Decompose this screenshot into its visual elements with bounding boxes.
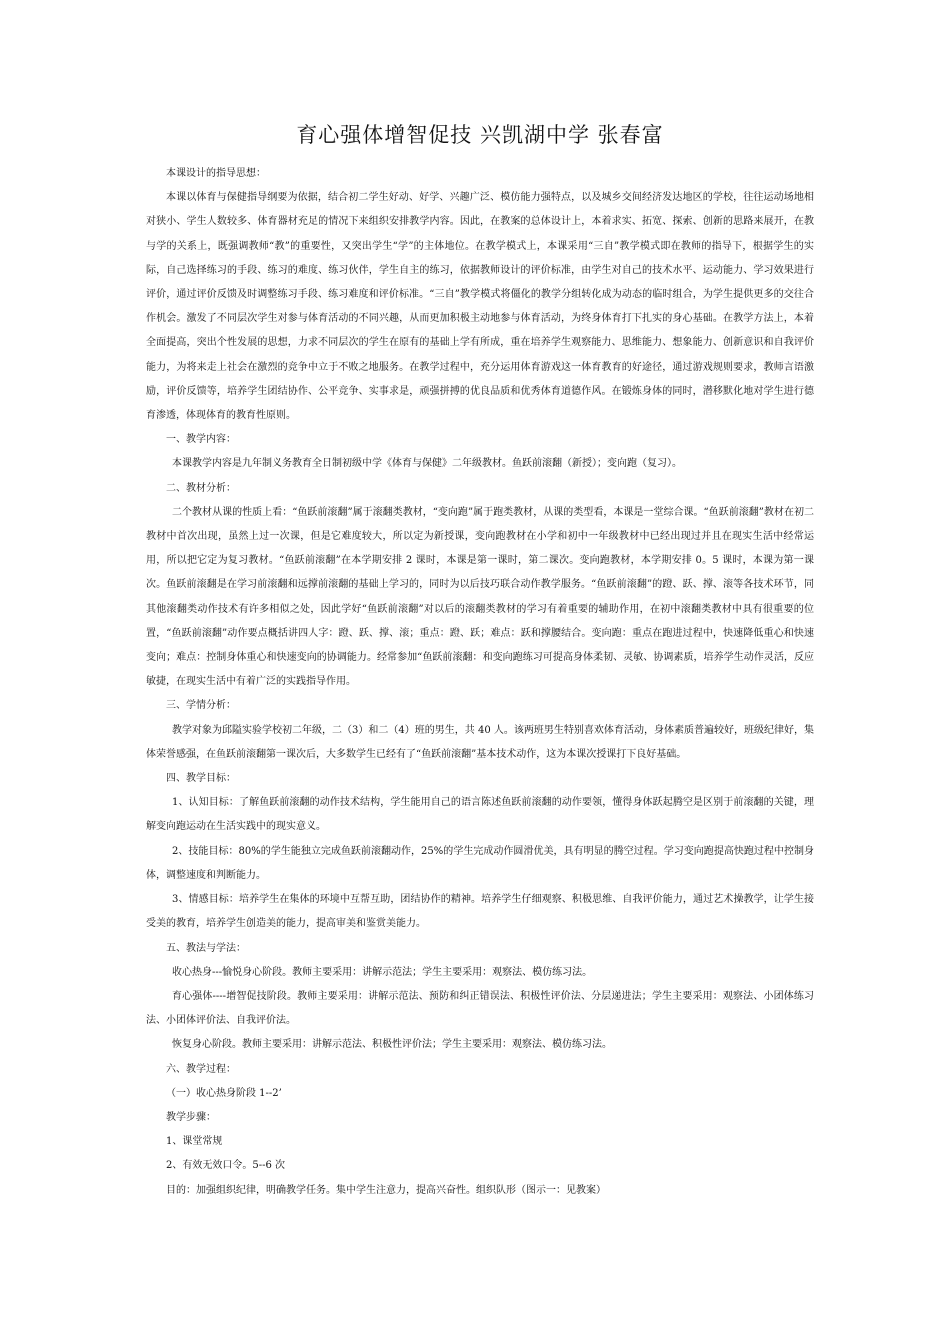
- section-1-paragraph: 本课教学内容是九年制义务教育全日制初级中学《体育与保健》二年级教材。鱼跃前滚翻（新授）；变向跑（复习）。: [172, 458, 682, 470]
- section-3-heading: 三、学情分析：: [166, 700, 236, 712]
- purpose-line: 目的：加强组织纪律，明确教学任务。集中学生注意力，提高兴奋性。组织队形（图示一：见教案）: [166, 1184, 606, 1196]
- steps-heading: 教学步骤：: [166, 1111, 216, 1123]
- method-warmup: 收心热身---愉悦身心阶段。教师主要采用：讲解示范法；学生主要采用：观察法、模仿练习法。: [172, 966, 593, 978]
- section-4-heading: 四、教学目标：: [166, 773, 236, 785]
- goal-emotion: 3、情感目标：培养学生在集体的环境中互帮互助，团结协作的精神。培养学生仔细观察、积极思维、自我评价能力，通过艺术操教学，让学生接受美的教育，培养学生创造美的能力，提高审美和鉴赏美能力。: [146, 894, 814, 930]
- section-3-paragraph: 教学对象为邱隘实验学校初二年级，二（3）和二（4）班的男生，共 40 人。该两班男生特别喜欢体育活动，身体素质普遍较好，班级纪律好，集体荣誉感强，在鱼跃前滚翻第一课次后，大多数学生已经有了“鱼跃前滚翻”基本技术动作，这为本课次授课打下良好基础。: [146, 724, 814, 760]
- step-2: 2、有效无效口令。5--6 次: [166, 1160, 286, 1172]
- method-main: 育心强体----增智促技阶段。教师主要采用：讲解示范法、预防和纠正错误法、积极性评价法、分层递进法；学生主要采用：观察法、小团体练习法、小团体评价法、自我评价法。: [146, 990, 814, 1027]
- stage-1-heading: （一）收心热身阶段 1--2’: [166, 1087, 282, 1099]
- document-page: [146, 118, 814, 1203]
- section-5-heading: 五、教法与学法：: [166, 942, 246, 954]
- document-title: 育心强体增智促技 兴凯湖中学 张春富: [296, 123, 664, 147]
- goal-cognitive: 1、认知目标：了解鱼跃前滚翻的动作技术结构，学生能用自己的语言陈述鱼跃前滚翻的动作要领，懂得身体跃起腾空是区别于前滚翻的关键，理解变向跑运动在生活实践中的现实意义。: [146, 797, 814, 833]
- method-recovery: 恢复身心阶段。教师主要采用：讲解示范法、积极性评价法；学生主要采用：观察法、模仿练习法。: [172, 1039, 612, 1051]
- section-2-heading: 二、教材分析：: [166, 482, 236, 494]
- goal-skill: 2、技能目标：80%的学生能独立完成鱼跃前滚翻动作，25%的学生完成动作圆滑优美，具有明显的腾空过程。学习变向跑提高快跑过程中控制身体，调整速度和判断能力。: [146, 845, 814, 881]
- guiding-paragraph: 本课以体育与保健指导纲要为依据，结合初二学生好动、好学、兴趣广泛、模仿能力强特点，以及城乡交间经济发达地区的学校，往往运动场地相对狭小、学生人数较多、体育器材充足的情况下来组织安排教学内容。因此，在教案的总体设计上，本着求实、拓宽、探索、创新的思路来展开，在教与学的关系上，既强调教师“教”的重要性，又突出学生“学”的主体地位。在教学模式上，本课采用“三自”教学模式即在教师的指导下，根据学生的实际，自己选择练习的手段、练习的难度、练习伙伴，学生自主的练习，依据教师设计的评价标准，由学生对自己的技术水平、运动能力、学习效果进行评价，通过评价反馈及时调整练习手段、练习难度和评价标准。“三自”教学模式将僵化的教学分组转化成为动态的临时组合，为学生提供更多的交往合作机会。激发了不同层次学生对参与体育活动的不同兴趣，从而更加积极主动地参与体育活动，为终身体育打下扎实的身心基础。在教学方法上，本着全面提高，突出个性发展的思想，力求不同层次的学生在原有的基础上学有所成，重在培养学生观察能力、思维能力、想象能力、创新意识和自我评价能力，为将来走上社会在激烈的竞争中立于不败之地服务。在教学过程中，充分运用体育游戏这一体育教育的好途径，通过游戏规则要求，教师言语激励，评价反馈等，培养学生团结协作、公平竞争、实事求是，顽强拼搏的优良品质和优秀体育道德作风。在锻炼身体的同时，潜移默化地对学生进行德育渗透，体现体育的教育性原则。: [146, 192, 814, 422]
- section-2-paragraph: 二个教材从课的性质上看：“鱼跃前滚翻”属于滚翻类教材，“变向跑”属于跑类教材，从课的类型看，本课是一堂综合课。“鱼跃前滚翻”教材在初二教材中首次出现，虽然上过一次课，但是它难度较大，所以定为新授课，变向跑教材在小学和初中一年级教材中已经出现过并且在现实生活中经常运用，所以把它定为复习教材。“鱼跃前滚翻”在本学期安排 2 课时，本课是第一课时，第二课次。变向跑教材，本学期安排 0。5 课时，本课为第一课次。鱼跃前滚翻是在学习前滚翻和远撑前滚翻的基础上学习的，同时为以后技巧联合动作教学服务。“鱼跃前滚翻”的蹬、跃、撑、滚等各技术环节，同其他滚翻类动作技术有许多相似之处，因此学好“鱼跃前滚翻”对以后的滚翻类教材的学习有着重要的辅助作用，在初中滚翻类教材中具有很重要的位置，“鱼跃前滚翻”动作要点概括讲四人字：蹬、跃、撑、滚；重点：蹬、跃；难点：跃和撑腰结合。变向跑：重点在跑进过程中，快速降低重心和快速变向；难点：控制身体重心和快速变向的协调能力。经常参加“鱼跃前滚翻：和变向跑练习可提高身体柔韧、灵敏、协调素质，培养学生动作灵活，反应敏捷，在现实生活中有着广泛的实践指导作用。: [146, 506, 814, 688]
- step-1: 1、课堂常规: [166, 1136, 223, 1148]
- section-6-heading: 六、教学过程：: [166, 1063, 236, 1075]
- guiding-heading: 本课设计的指导思想：: [166, 168, 266, 179]
- section-1-heading: 一、教学内容：: [166, 434, 236, 446]
